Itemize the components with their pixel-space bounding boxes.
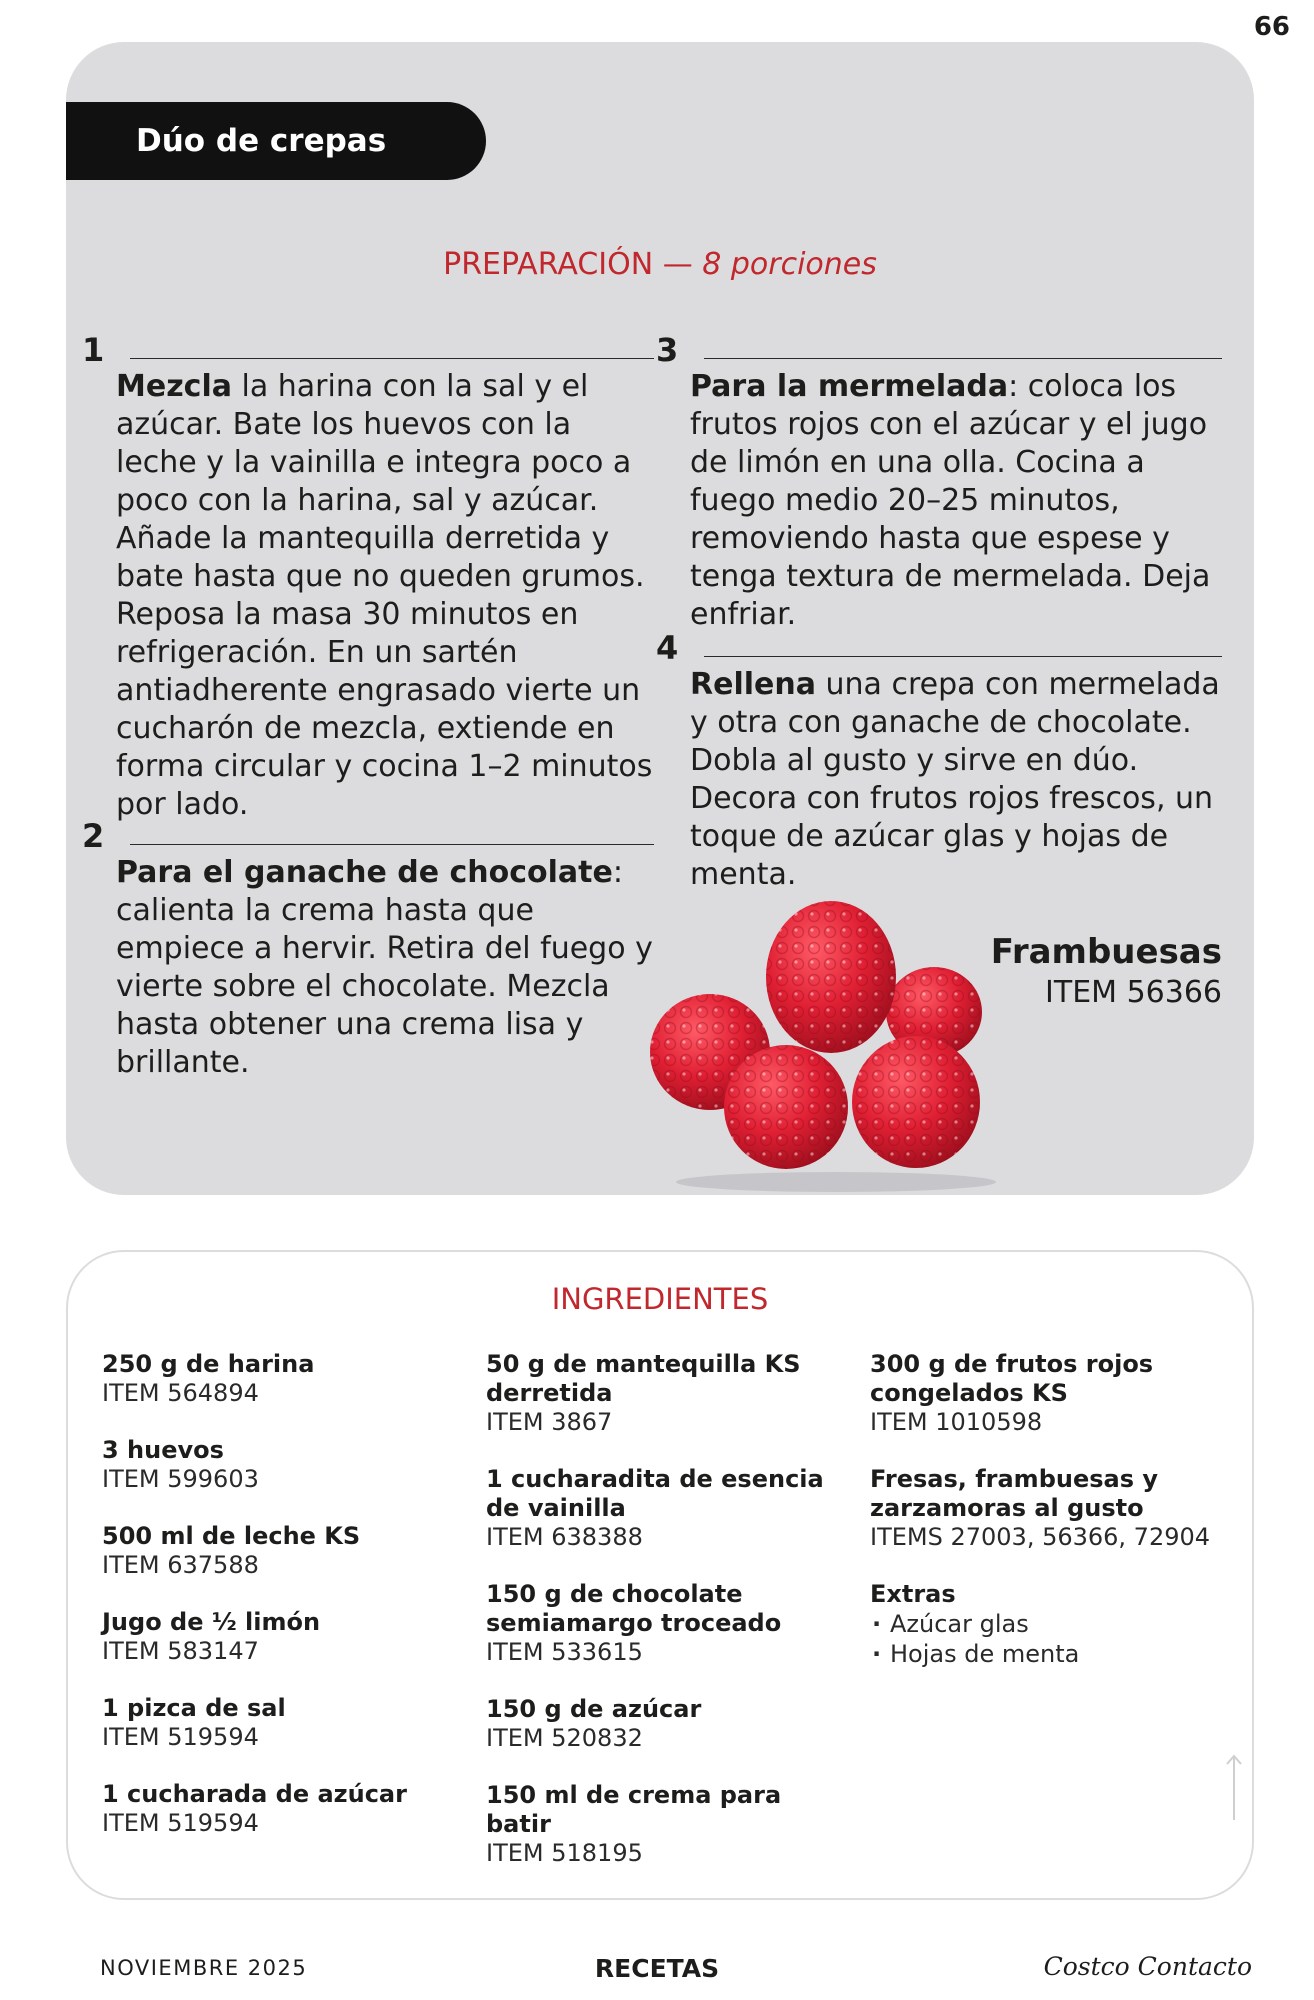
- ingredient-code: ITEM 3867: [486, 1408, 613, 1436]
- ingredient-code: ITEM 599603: [102, 1465, 259, 1493]
- step-lead: Mezcla: [116, 369, 232, 404]
- preparation-card: [66, 42, 1254, 1195]
- step-divider: [704, 358, 1222, 359]
- ingredient-item: [102, 1350, 462, 1408]
- product-name: Frambuesas: [990, 932, 1222, 972]
- raspberry-top: [766, 901, 896, 1053]
- step-divider: [704, 656, 1222, 657]
- ingredients-column-1: [102, 1350, 462, 1866]
- ingredient-item: [870, 1465, 1230, 1552]
- step-text: [656, 664, 1222, 894]
- step-lead: Para la mermelada: [690, 369, 1009, 404]
- ingredient-name: 1 pizca de sal: [102, 1694, 286, 1722]
- ingredient-name: 1 cucharadita de esencia de vainilla: [486, 1465, 824, 1522]
- ingredients-card: [66, 1250, 1254, 1900]
- ingredient-name: 150 ml de crema para batir: [486, 1781, 782, 1838]
- ingredient-code: ITEM 520832: [486, 1724, 643, 1752]
- footer-date: NOVIEMBRE 2025: [100, 1956, 308, 1980]
- step-lead: Para el ganache de chocolate: [116, 855, 613, 890]
- ingredient-item: [102, 1608, 462, 1666]
- ingredient-item: [870, 1350, 1230, 1437]
- step-number: 4: [656, 629, 679, 667]
- step-body: : coloca los frutos rojos con el azúcar y el jugo de limón en una olla. Cocina a fuego medio 20–25 minutos, removiendo hasta que espese y tenga textura de mermelada. Deja enfriar.: [690, 369, 1211, 632]
- step-1: [82, 331, 654, 824]
- arrow-up-icon[interactable]: [1224, 1752, 1244, 1822]
- step-body: : calienta la crema hasta que empiece a hervir. Retira del fuego y vierte sobre el chocolate. Mezcla hasta obtener una crema lisa y brillante.: [116, 855, 653, 1080]
- step-text: [82, 852, 654, 1082]
- ingredient-code: ITEM 519594: [102, 1723, 259, 1751]
- footer-section: RECETAS: [594, 1954, 720, 1983]
- ingredients-column-2: [486, 1350, 846, 1896]
- ingredient-item: [102, 1694, 462, 1752]
- ingredient-code: ITEM 583147: [102, 1637, 259, 1665]
- step-lead: Rellena: [690, 667, 816, 702]
- extras-item: · Hojas de menta: [870, 1639, 1230, 1669]
- ingredient-name: 1 cucharada de azúcar: [102, 1780, 407, 1808]
- raspberry-front-center: [724, 1045, 848, 1169]
- portions-label: 8 porciones: [702, 247, 877, 282]
- ingredient-item: [486, 1580, 846, 1667]
- ingredient-item: [486, 1695, 846, 1753]
- extras-group: [870, 1580, 1230, 1669]
- step-body: la harina con la sal y el azúcar. Bate los huevos con la leche y la vainilla e integra poco a poco con la harina, sal y azúcar. Añade la mantequilla derretida y bate hasta que no queden grumos. Reposa la masa 30 minutos en refrigeración. En un sartén antiadherente engrasado vierte un cucharón de mezcla, extiende en forma circular y cocina 1–2 minutos por lado.: [116, 369, 653, 822]
- step-number: 1: [82, 331, 105, 369]
- ingredient-code: ITEM 1010598: [870, 1408, 1043, 1436]
- ingredient-code: ITEM 519594: [102, 1809, 259, 1837]
- recipe-title: Dúo de crepas: [66, 102, 486, 180]
- ingredient-name: 150 g de azúcar: [486, 1695, 702, 1723]
- step-body: una crepa con mermelada y otra con ganache de chocolate. Dobla al gusto y sirve en dúo. Decora con frutos rojos frescos, un toque de azúcar glas y hojas de menta.: [690, 667, 1220, 892]
- ingredient-name: 50 g de mantequilla KS derretida: [486, 1350, 801, 1407]
- raspberries-image: [646, 892, 1026, 1192]
- ingredient-item: [486, 1350, 846, 1437]
- ingredient-name: 150 g de chocolate semiamargo troceado: [486, 1580, 782, 1637]
- ingredient-name: Fresas, frambuesas y zarzamoras al gusto: [870, 1465, 1158, 1522]
- step-4: [656, 629, 1222, 894]
- ingredient-code: ITEM 564894: [102, 1379, 259, 1407]
- footer-brand: Costco Contacto: [1043, 1952, 1252, 1981]
- product-item: ITEM 56366: [1045, 975, 1222, 1010]
- raspberry-front-right: [852, 1036, 980, 1168]
- extras-item: · Azúcar glas: [870, 1609, 1230, 1639]
- extras-title: Extras: [870, 1580, 956, 1608]
- step-number: 2: [82, 817, 105, 855]
- step-number: 3: [656, 331, 679, 369]
- ingredient-item: [102, 1522, 462, 1580]
- preparation-header: [66, 247, 1254, 282]
- ingredient-item: [486, 1781, 846, 1868]
- ingredient-code: ITEM 638388: [486, 1523, 643, 1551]
- extras-list: [870, 1609, 1230, 1669]
- ingredient-code: ITEM 533615: [486, 1638, 643, 1666]
- preparation-label: PREPARACIÓN —: [443, 247, 703, 282]
- step-3: [656, 331, 1222, 634]
- ingredient-code: ITEM 637588: [102, 1551, 259, 1579]
- step-divider: [130, 844, 654, 845]
- ingredients-column-3: [870, 1350, 1230, 1697]
- ingredient-name: 500 ml de leche KS: [102, 1522, 361, 1550]
- step-text: [656, 366, 1222, 634]
- page-number: 66: [1253, 12, 1290, 42]
- step-2: [82, 817, 654, 1082]
- ingredient-code: ITEMS 27003, 56366, 72904: [870, 1523, 1211, 1551]
- ingredient-name: 3 huevos: [102, 1436, 224, 1464]
- step-divider: [130, 358, 654, 359]
- ingredient-item: [102, 1780, 462, 1838]
- ingredient-code: ITEM 518195: [486, 1839, 643, 1867]
- step-text: [82, 366, 654, 824]
- ingredient-name: 250 g de harina: [102, 1350, 315, 1378]
- ingredient-item: [486, 1465, 846, 1552]
- ingredient-name: 300 g de frutos rojos congelados KS: [870, 1350, 1154, 1407]
- ingredient-name: Jugo de ½ limón: [102, 1608, 321, 1636]
- ingredient-item: [102, 1436, 462, 1494]
- ingredients-title: INGREDIENTES: [551, 1282, 769, 1316]
